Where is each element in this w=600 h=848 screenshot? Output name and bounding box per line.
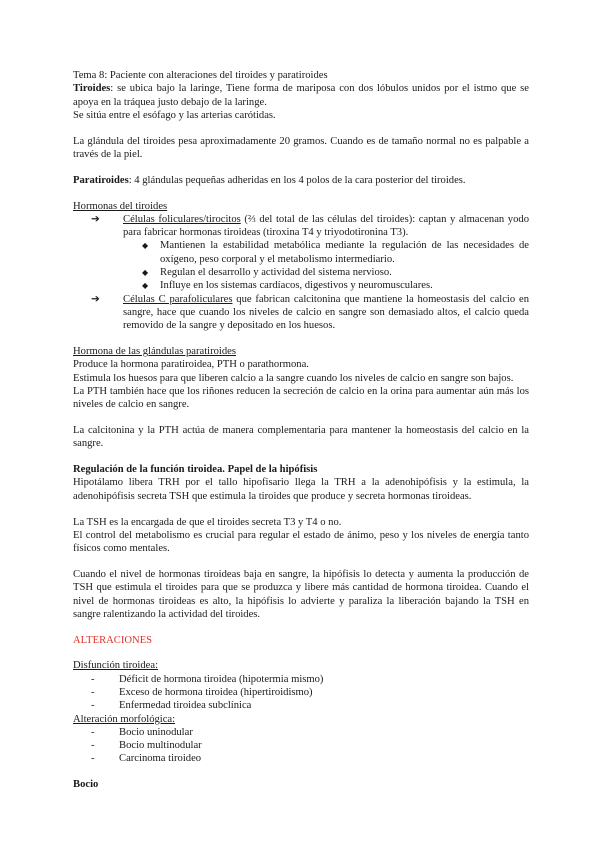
parafoliculares-item: ➔ Células C parafoliculares que fabrican calcitonina que mantiene la homeostasis del calcio en sangre, hace que cuando los niveles de calcio en sangre son demasiado altos, el calcio queda removido de la sangre y depositado en los huesos. xyxy=(91,293,529,332)
foliculares-bullet: ◆ Regulan el desarrollo y actividad del sistema nervioso. xyxy=(142,267,392,279)
document-title: Tema 8: Paciente con alteraciones del tiroides y paratiroides xyxy=(73,70,328,81)
diamond-bullet-icon: ◆ xyxy=(142,281,149,291)
paratiroides-paragraph: Paratiroides: 4 glándulas pequeñas adheridas en los 4 polos de la cara posterior del tiroides. xyxy=(73,174,466,186)
diamond-bullet-icon: ◆ xyxy=(142,268,149,278)
arrow-bullet-icon: ➔ xyxy=(91,293,100,305)
regulacion-heading: Regulación de la función tiroidea. Papel de la hipófisis xyxy=(73,464,318,476)
dash-bullet: - xyxy=(91,686,95,698)
disfuncion-heading: Disfunción tiroidea: xyxy=(73,660,159,672)
foliculares-item: ➔ Células foliculares/tirocitos (⅔ del total de las células del tiroides): captan y almacenan yodo para fabricar hormonas tiroideas (tiroxina T4 y triyodotironina T3). xyxy=(91,213,529,239)
foliculares-bullet: ◆ Mantienen la estabilidad metabólica mediante la regulación de las necesidades de oxígeno, peso corporal y el metabolismo intermediario. xyxy=(142,240,529,265)
paratiroides-line: Produce la hormona paratiroidea, PTH o parathormona. xyxy=(73,359,309,371)
hormona-paratiroides-heading: Hormona de las glándulas paratiroides xyxy=(73,346,236,358)
disfuncion-item: - Exceso de hormona tiroidea (hipertiroidismo) xyxy=(91,686,313,698)
tsh-line: La TSH es la encargada de que el tiroides secreta T3 y T4 o no. xyxy=(73,516,342,528)
dash-bullet: - xyxy=(91,753,95,765)
dash-bullet: - xyxy=(91,740,95,752)
foliculares-bullet: ◆ Influye en los sistemas cardíacos, digestivos y neuromusculares. xyxy=(142,280,433,292)
tiroides-paragraph: Tiroides: se ubica bajo la laringe, Tiene forma de mariposa con dos lóbulos unidos por el istmo que se apoya en la tráquea justo debajo de la laringe. xyxy=(73,83,529,108)
diamond-bullet-icon: ◆ xyxy=(142,241,149,251)
morfologica-item: - Bocio multinodular xyxy=(91,740,202,752)
calcitonina-pth-paragraph: La calcitonina y la PTH actúa de manera complementaria para mantener la homeostasis del calcio en la sangre. xyxy=(73,425,529,450)
alteraciones-heading: ALTERACIONES xyxy=(73,634,153,646)
glandula-peso-paragraph: La glándula del tiroides pesa aproximadamente 20 gramos. Cuando es de tamaño normal no es palpable a través de la piel. xyxy=(73,135,529,160)
tiroides-term: Tiroides xyxy=(73,83,111,95)
document-page xyxy=(73,69,529,792)
dash-bullet: - xyxy=(91,673,95,685)
parafoliculares-term: Células C parafoliculares xyxy=(123,293,233,305)
arrow-bullet-icon: ➔ xyxy=(91,213,100,225)
disfuncion-item: - Enfermedad tiroidea subclínica xyxy=(91,700,252,712)
regulacion-paragraph: Hipotálamo libera TRH por el tallo hipofisario llega la TRH a la adenohipófisis y la estimula, la adenohipófisis secreta TSH que estimula la tiroides que produce y secreta hormonas tiroideas. xyxy=(73,477,529,502)
dash-bullet: - xyxy=(91,700,95,712)
paratiroides-line: La PTH también hace que los riñones reducen la secreción de calcio en la orina para aumentar aún más los niveles de calcio en sangre. xyxy=(73,385,529,411)
paratiroides-line: Estimula los huesos para que liberen calcio a la sangre cuando los niveles de calcio en sangre son bajos. xyxy=(73,372,514,384)
foliculares-term: Células foliculares/tirocitos xyxy=(123,213,241,225)
hormonas-tiroides-heading: Hormonas del tiroides xyxy=(73,200,168,212)
morfologica-heading: Alteración morfológica: xyxy=(73,713,176,725)
tiroides-location: Se sitúa entre el esófago y las arterias carótidas. xyxy=(73,109,276,121)
paratiroides-term: Paratiroides xyxy=(73,174,129,186)
bocio-heading: Bocio xyxy=(73,779,99,791)
retroalimentacion-paragraph: Cuando el nivel de hormonas tiroideas baja en sangre, la hipófisis lo detecta y aumenta la producción de TSH que estimula el tiroides para que se produzca y libere más cantidad de hormona tiroidea. Cuando el nivel de hormonas tiroideas es alto, la hipófisis lo advierte y paraliza la liberación bajando la TSH en sangre ralentizando la actividad del tiroides. xyxy=(73,568,529,620)
morfologica-item: - Bocio uninodular xyxy=(91,726,193,738)
dash-bullet: - xyxy=(91,726,95,738)
disfuncion-item: - Déficit de hormona tiroidea (hipotermia mismo) xyxy=(91,673,324,685)
morfologica-item: - Carcinoma tiroideo xyxy=(91,753,202,765)
tsh-line: El control del metabolismo es crucial para regular el estado de ánimo, peso y los niveles de energía tanto físicos como mentales. xyxy=(73,529,529,555)
